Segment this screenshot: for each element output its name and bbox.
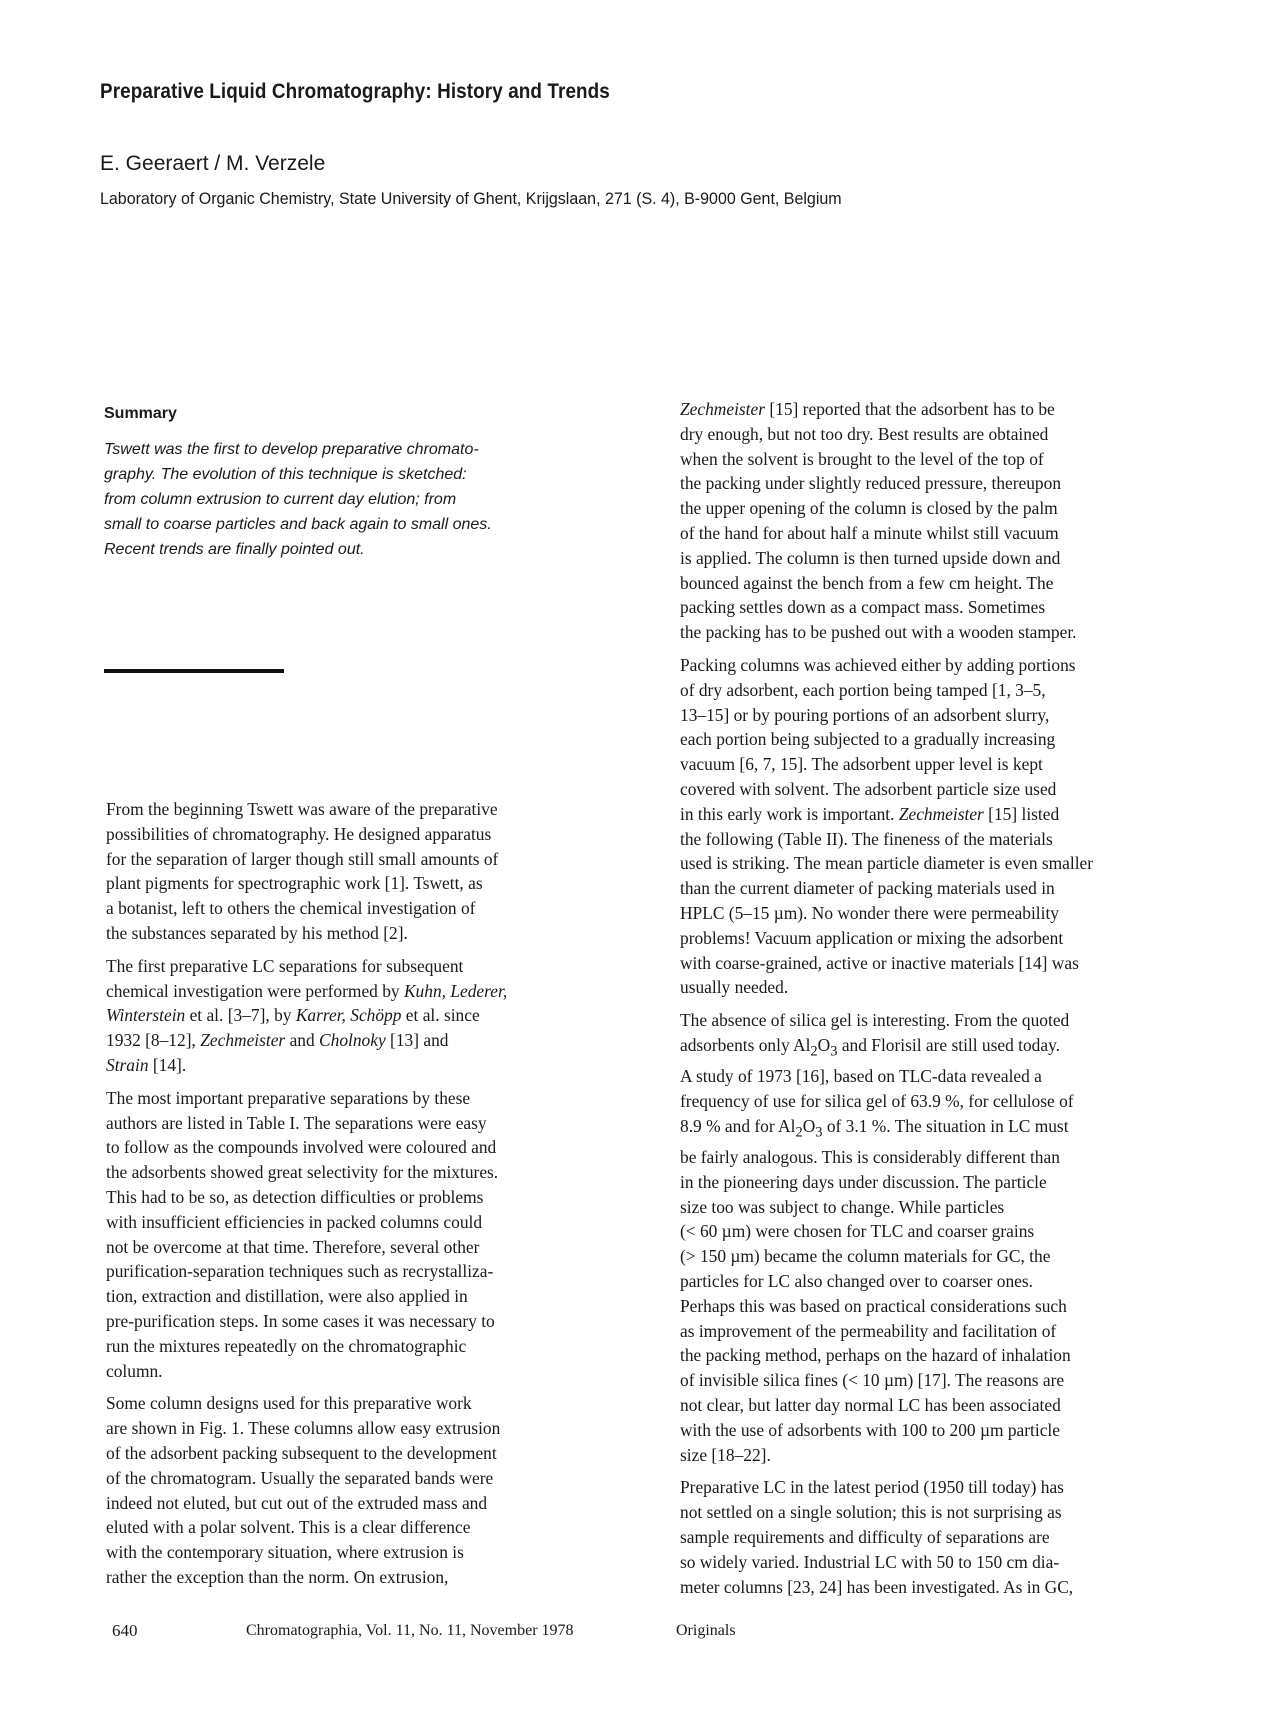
text-line: with the use of adsorbents with 100 to 200 µm particle xyxy=(680,1419,1060,1440)
text-line: of dry adsorbent, each portion being tamped [1, 3–5, xyxy=(680,679,1046,700)
section-label: Originals xyxy=(676,1622,736,1639)
text-line: be fairly analogous. This is considerably different than xyxy=(680,1147,1060,1168)
text-line: the packing method, perhaps on the hazard of inhalation xyxy=(680,1345,1071,1366)
summary-text xyxy=(104,437,574,562)
text-line: pre-purification steps. In some cases it was necessary to xyxy=(106,1310,495,1331)
subscript: 2 xyxy=(810,1043,818,1060)
text-line: vacuum [6, 7, 15]. The adsorbent upper level is kept xyxy=(680,754,1043,775)
text-line: (> 150 µm) became the column materials for GC, the xyxy=(680,1246,1051,1267)
text-run: adsorbents only Al xyxy=(680,1034,811,1055)
text-line: 13–15] or by pouring portions of an adsorbent slurry, xyxy=(680,704,1050,725)
text-line: column. xyxy=(106,1360,163,1381)
summary-divider xyxy=(104,669,284,673)
text-line xyxy=(106,979,606,1004)
text-line: used is striking. The mean particle diameter is even smaller xyxy=(680,853,1094,874)
author-name: Cholnoky xyxy=(319,1030,386,1051)
text-line: dry enough, but not too dry. Best results are obtained xyxy=(680,423,1049,444)
text-line: A study of 1973 [16], based on TLC-data revealed a xyxy=(680,1066,1042,1087)
author-affiliation: Laboratory of Organic Chemistry, State University of Ghent, Krijgslaan, 271 (S. 4), B-9000 Gent, Belgium xyxy=(100,190,842,208)
page-number: 640 xyxy=(112,1621,138,1640)
text-line: possibilities of chromatography. He designed apparatus xyxy=(106,823,492,844)
summary-line: graphy. The evolution of this technique is sketched: xyxy=(104,466,467,483)
text-line: size [18–22]. xyxy=(680,1444,771,1465)
text-line: so widely varied. Industrial LC with 50 to 150 cm dia- xyxy=(680,1551,1060,1572)
text-line: of the adsorbent packing subsequent to the development xyxy=(106,1442,497,1463)
text-line: each portion being subjected to a gradually increasing xyxy=(680,729,1056,750)
author-list: E. Geeraert / M. Verzele xyxy=(100,152,326,175)
text-line: with insufficient efficiencies in packed columns could xyxy=(106,1211,483,1232)
author-name: Karrer, Schöpp xyxy=(295,1005,402,1026)
text-line: This had to be so, as detection difficulties or problems xyxy=(106,1186,484,1207)
text-line: the packing has to be pushed out with a wooden stamper. xyxy=(680,622,1077,643)
text-run: [15] listed xyxy=(983,803,1060,824)
paragraph xyxy=(680,1475,1160,1599)
text-line: sample requirements and difficulty of separations are xyxy=(680,1527,1050,1547)
text-run: in this early work is important. xyxy=(680,803,899,824)
text-line: for the separation of larger though still small amounts of xyxy=(106,848,499,869)
paragraph xyxy=(106,1086,606,1384)
text-line: to follow as the compounds involved were coloured and xyxy=(106,1137,497,1158)
text-line: a botanist, left to others the chemical investigation of xyxy=(106,898,476,919)
text-line: not clear, but latter day normal LC has been associated xyxy=(680,1395,1061,1416)
text-line: plant pigments for spectrographic work [1]. Tswett, as xyxy=(106,873,483,894)
text-line: The absence of silica gel is interesting. From the quoted xyxy=(680,1010,1070,1031)
text-line: Preparative LC in the latest period (1950 till today) has xyxy=(680,1477,1064,1498)
paragraph xyxy=(680,1008,1160,1467)
text-run: et al. [3–7], by xyxy=(185,1005,296,1026)
text-line: the packing under slightly reduced pressure, thereupon xyxy=(680,473,1062,494)
text-line: of the hand for about half a minute whilst still vacuum xyxy=(680,522,1059,543)
summary-line: Recent trends are finally pointed out. xyxy=(104,541,365,558)
text-line: is applied. The column is then turned upside down and xyxy=(680,547,1061,568)
text-line: eluted with a polar solvent. This is a clear difference xyxy=(106,1517,471,1538)
text-line xyxy=(680,397,1160,422)
journal-citation: Chromatographia, Vol. 11, No. 11, November 1978 xyxy=(246,1622,574,1639)
text-line: are shown in Fig. 1. These columns allow easy extrusion xyxy=(106,1418,501,1439)
text-line xyxy=(680,1114,1160,1145)
summary-line: small to coarse particles and back again to small ones. xyxy=(104,516,492,533)
text-line: purification-separation techniques such as recrystalliza- xyxy=(106,1261,494,1282)
text-line: From the beginning Tswett was aware of the preparative xyxy=(106,799,498,819)
text-line: particles for LC also changed over to coarser ones. xyxy=(680,1271,1033,1292)
text-line: when the solvent is brought to the level of the top of xyxy=(680,448,1044,469)
right-column xyxy=(680,397,1160,1607)
summary-line: Tswett was the first to develop preparative chromato- xyxy=(104,441,479,458)
text-line: covered with solvent. The adsorbent particle size used xyxy=(680,778,1057,799)
text-run: 8.9 % and for Al xyxy=(680,1115,796,1136)
text-line xyxy=(680,1033,1160,1064)
subscript: 3 xyxy=(815,1124,823,1141)
text-line: (< 60 µm) were chosen for TLC and coarser grains xyxy=(680,1221,1035,1242)
summary-line: from column extrusion to current day elution; from xyxy=(104,491,457,508)
text-line: Perhaps this was based on practical considerations such xyxy=(680,1295,1067,1316)
text-line: not settled on a single solution; this is not surprising as xyxy=(680,1502,1062,1523)
text-line: The first preparative LC separations for subsequent xyxy=(106,955,464,976)
text-line: with coarse-grained, active or inactive materials [14] was xyxy=(680,952,1079,973)
text-run: and xyxy=(285,1030,320,1051)
paragraph xyxy=(106,797,606,946)
text-run: et al. since xyxy=(401,1005,480,1026)
text-line: The most important preparative separations by these xyxy=(106,1087,471,1108)
text-line: Packing columns was achieved either by adding portions xyxy=(680,654,1076,675)
text-line xyxy=(106,1003,606,1028)
author-name: Zechmeister xyxy=(200,1030,286,1051)
text-run: [15] reported that the adsorbent has to be xyxy=(765,399,1055,419)
text-line xyxy=(680,802,1160,827)
paper-title: Preparative Liquid Chromatography: History and Trends xyxy=(100,80,610,103)
summary-heading: Summary xyxy=(104,405,177,422)
text-line: packing settles down as a compact mass. Sometimes xyxy=(680,597,1046,618)
author-name: Zechmeister xyxy=(680,399,766,419)
text-line: not be overcome at that time. Therefore, several other xyxy=(106,1236,480,1257)
text-run: [14]. xyxy=(148,1054,187,1075)
text-line: with the contemporary situation, where extrusion is xyxy=(106,1542,464,1563)
text-line: of invisible silica fines (< 10 µm) [17]. The reasons are xyxy=(680,1370,1065,1391)
author-name: Zechmeister xyxy=(898,803,984,824)
text-line: indeed not eluted, but cut out of the extruded mass and xyxy=(106,1492,488,1513)
paragraph xyxy=(106,954,606,1078)
author-name: Kuhn, Lederer, xyxy=(403,980,508,1001)
text-line xyxy=(106,1053,606,1078)
text-line: Some column designs used for this preparative work xyxy=(106,1393,472,1414)
text-run: and Florisil are still used today. xyxy=(837,1034,1060,1055)
text-line: the adsorbents showed great selectivity for the mixtures. xyxy=(106,1162,499,1183)
text-run: O xyxy=(817,1034,831,1055)
text-line: than the current diameter of packing materials used in xyxy=(680,878,1055,899)
text-line: meter columns [23, 24] has been investigated. As in GC, xyxy=(680,1576,1074,1597)
paragraph xyxy=(680,397,1160,645)
subscript: 3 xyxy=(830,1043,838,1060)
text-run: O xyxy=(802,1115,816,1136)
text-line: frequency of use for silica gel of 63.9 %, for cellulose of xyxy=(680,1090,1074,1111)
author-name: Strain xyxy=(106,1054,149,1075)
text-line: of the chromatogram. Usually the separated bands were xyxy=(106,1467,494,1488)
text-line: HPLC (5–15 µm). No wonder there were permeability xyxy=(680,902,1059,923)
text-run: of 3.1 %. The situation in LC must xyxy=(822,1115,1069,1136)
left-column xyxy=(106,797,606,1598)
text-line: as improvement of the permeability and facilitation of xyxy=(680,1320,1057,1341)
text-line: in the pioneering days under discussion. The particle xyxy=(680,1171,1047,1192)
text-line: size too was subject to change. While particles xyxy=(680,1196,1005,1217)
text-line: the following (Table II). The fineness of the materials xyxy=(680,828,1053,849)
author-name: Winterstein xyxy=(106,1005,186,1026)
text-line xyxy=(106,1028,606,1053)
text-line: bounced against the bench from a few cm height. The xyxy=(680,572,1054,593)
text-line: the substances separated by his method [2]. xyxy=(106,922,408,943)
text-line: tion, extraction and distillation, were also applied in xyxy=(106,1286,468,1307)
text-run: chemical investigation were performed by xyxy=(106,980,404,1001)
text-run: [13] and xyxy=(385,1030,449,1051)
text-line: usually needed. xyxy=(680,977,789,998)
text-line: problems! Vacuum application or mixing the adsorbent xyxy=(680,927,1064,948)
subscript: 2 xyxy=(795,1124,803,1141)
paragraph xyxy=(680,653,1160,1000)
paragraph xyxy=(106,1391,606,1589)
text-line: the upper opening of the column is closed by the palm xyxy=(680,498,1058,519)
text-line: run the mixtures repeatedly on the chromatographic xyxy=(106,1335,467,1356)
text-run: 1932 [8–12], xyxy=(106,1030,201,1051)
text-line: rather the exception than the norm. On extrusion, xyxy=(106,1566,449,1587)
text-line: authors are listed in Table I. The separations were easy xyxy=(106,1112,487,1133)
